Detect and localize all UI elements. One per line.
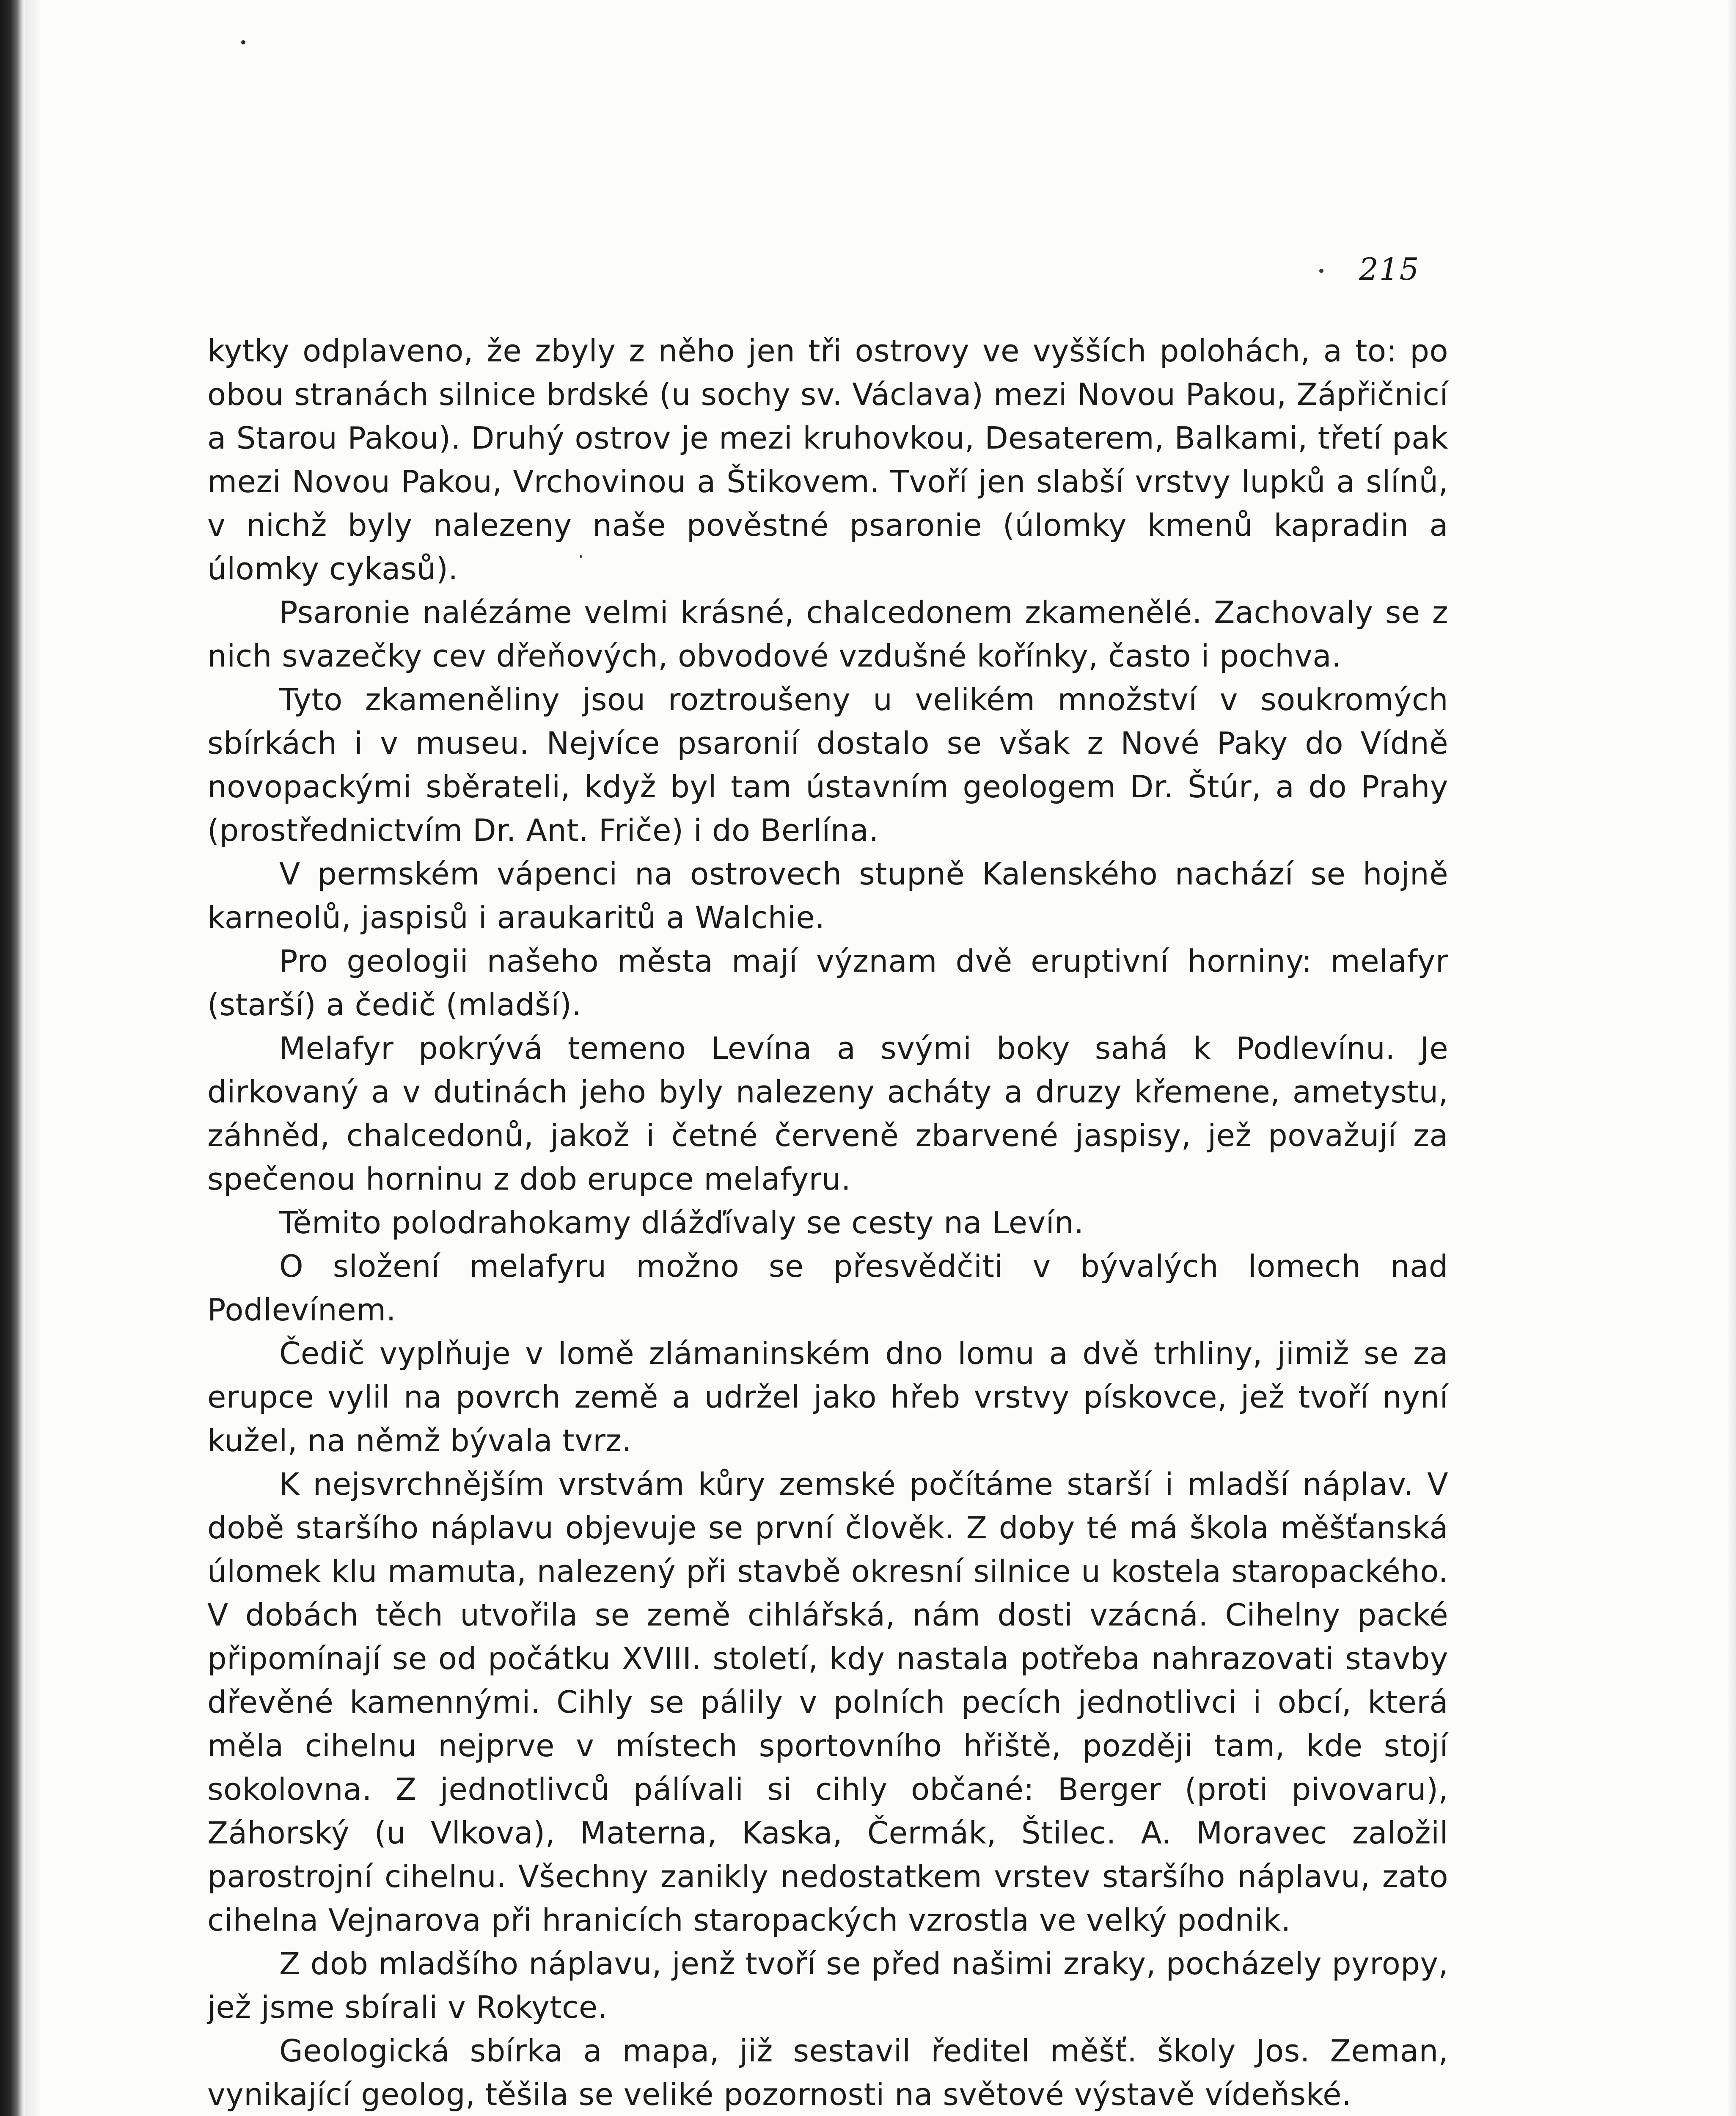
paragraph: Těmito polodrahokamy dlážďívaly se cesty na Levín. (279, 1205, 1084, 1240)
page-number: 215 (1359, 251, 1420, 287)
scan-speck (241, 40, 245, 44)
paragraph: Tyto zkameněliny jsou roztroušeny u velikém množství v soukromých sbírkách i v museu. Nejvíce psaronií dostalo se však z Nové Paky do Vídně novopackými sběrateli, když byl tam ústavním geologem Dr. Štúr, a do Prahy (prostřednictvím Dr. Ant. Friče) i do Berlína. (207, 682, 1448, 848)
page-number-dot (1319, 269, 1323, 273)
paragraph: kytky odplaveno, že zbyly z něho jen tři ostrovy ve vyšších polohách, a to: po obou stranách silnice brdské (u sochy sv. Václava) mezi Novou Pakou, Zápřičnicí a Starou Pakou). Druhý ostrov je mezi kruhovkou, Desaterem, Balkami, třetí pak mezi Novou Pakou, Vrchovinou a Štikovem. Tvoří jen slabší vrstvy lupků a slínů, v nichž byly nalezeny naše pověstné psaronie (úlomky kmenů kapradin a úlomky cykasů). (207, 333, 1448, 587)
paragraph: Psaronie nalézáme velmi krásné, chalcedonem zkamenělé. Zachovaly se z nich svazečky cev dřeňových, obvodové vzdušné kořínky, často i pochva. (207, 595, 1448, 674)
paragraph: V permském vápenci na ostrovech stupně Kalenského nachází se hojně karneolů, jaspisů i araukaritů a Walchie. (207, 856, 1448, 935)
paragraph: Čedič vyplňuje v lomě zlámaninském dno lomu a dvě trhliny, jimiž se za erupce vylil na povrch země a udržel jako hřeb vrstvy pískovce, jež tvoří nyní kužel, na němž bývala tvrz. (207, 1336, 1448, 1458)
page-right-edge (1727, 0, 1736, 2116)
book-binding-edge (0, 0, 25, 2116)
paragraph: Geologická sbírka a mapa, již sestavil ředitel měšť. školy Jos. Zeman, vynikající geolog, těšila se veliké pozornosti na světové výstavě vídeňské. (207, 2033, 1448, 2112)
paragraph: Pro geologii našeho města mají význam dvě eruptivní horniny: melafyr (starší) a čedič (mladší). (207, 943, 1448, 1022)
paragraph: O složení melafyru možno se přesvědčiti v bývalých lomech nad Podlevínem. (207, 1248, 1448, 1328)
page-fold-shadow (25, 0, 41, 2116)
paragraph: K nejsvrchnějším vrstvám kůry zemské počítáme starší i mladší náplav. V době staršího náplavu objevuje se první člověk. Z doby té má škola měšťanská úlomek klu mamuta, nalezený při stavbě okresní silnice u kostela staropackého. V dobách těch utvořila se země cihlářská, nám dosti vzácná. Cihelny packé připomínají se od počátku XVIII. století, kdy nastala potřeba nahrazovati stavby dřevěné kamennými. Cihly se pálily v polních pecích jednotlivci i obcí, která měla cihelnu nejprve v místech sportovního hřiště, později tam, kde stojí sokolovna. Z jednotlivců pálívali si cihly občané: Berger (proti pivovaru), Záhorský (u Vlkova), Materna, Kaska, Čermák, Štilec. A. Moravec založil parostrojní cihelnu. Všechny zanikly nedostatkem vrstev staršího náplavu, zato cihelna Vejnarova při hranicích staropackých vzrostla ve velký podnik. (207, 1466, 1448, 1938)
paragraph: Z dob mladšího náplavu, jenž tvoří se před našimi zraky, pocházely pyropy, jež jsme sbírali v Rokytce. (207, 1946, 1448, 2025)
scan-speck (580, 555, 582, 558)
paragraph: Melafyr pokrývá temeno Levína a svými boky sahá k Podlevínu. Je dirkovaný a v dutinách jeho byly nalezeny acháty a druzy křemene, ametystu, záhněd, chalcedonů, jakož i četné červeně zbarvené jaspisy, jež považují za spečenou horninu z dob erupce melafyru. (207, 1030, 1448, 1197)
body-text (207, 329, 1448, 2116)
